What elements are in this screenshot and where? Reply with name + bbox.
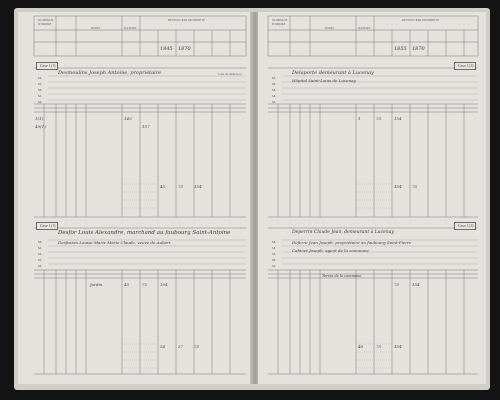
row-prefix: M.	[272, 240, 276, 244]
row-prefix: M.	[38, 82, 42, 86]
right-page	[258, 12, 486, 384]
header-nature: NATURE	[124, 26, 137, 30]
header-year-1: 1845	[160, 46, 173, 52]
year-code: 1(1)	[35, 116, 44, 121]
row-prefix: M.	[38, 258, 42, 262]
total-value: 75	[412, 184, 418, 189]
row-prefix: M.	[272, 82, 276, 86]
header-numeros: NUMÉROS	[272, 18, 288, 22]
entry-value: 154	[412, 282, 420, 287]
row-prefix: M.	[272, 76, 276, 80]
total-value: 75	[194, 344, 200, 349]
total-value: 45	[160, 184, 166, 189]
header-year-2: 1870	[412, 46, 425, 52]
row-prefix: M.	[272, 246, 276, 250]
entry-value: 154	[394, 116, 402, 121]
row-prefix: M.	[38, 246, 42, 250]
owner-name-bottom: Deperrin Claude Jean, demeurant à Lucenay	[292, 230, 394, 235]
folio-box-top: Case1(1)	[36, 62, 58, 70]
entry-value: 154	[160, 282, 168, 287]
entry-value: Jardin	[90, 282, 103, 287]
row-prefix: M.	[38, 240, 42, 244]
total-value: 57	[178, 344, 184, 349]
owner-name-top: Delaporte demeurant à Lucenay	[292, 70, 374, 76]
total-value: 75	[178, 184, 184, 189]
year-code: 49(1)	[35, 124, 46, 129]
row-prefix: M.	[272, 264, 276, 268]
owner-name-top-2: Hôpital Saint-Louis de Lucenay	[292, 78, 356, 83]
total-value: 54	[160, 344, 166, 349]
row-prefix: M.	[38, 88, 42, 92]
header-noms: NOMS	[91, 26, 101, 30]
header-noms: NOMS	[325, 26, 335, 30]
row-prefix: M.	[272, 100, 276, 104]
entry-value: 157	[142, 124, 150, 129]
header-nature: NATURE	[358, 26, 371, 30]
entry-value: 1	[358, 116, 361, 121]
entry-value: 149	[124, 116, 132, 121]
folio-box-bottom: Case1(1)	[454, 222, 476, 230]
header-year-2: 1870	[178, 46, 191, 52]
owner-name-bottom: Desfor Louis Alexandre, marchand au faubourg Saint-Antoine	[58, 230, 231, 236]
row-prefix: M.	[272, 252, 276, 256]
row-prefix: M.	[38, 100, 42, 104]
entry-value: Terres de la commune	[322, 274, 362, 278]
row-prefix: M.	[272, 94, 276, 98]
total-value: 75	[376, 344, 382, 349]
ledger-book	[14, 8, 490, 390]
folio-box-bottom: Case1(1)	[36, 222, 58, 230]
header-revenu: REVENU PAR PROPRIÉTÉ	[402, 18, 440, 22]
row-prefix: M.	[272, 88, 276, 92]
row-prefix: M.	[38, 264, 42, 268]
owner-name-bottom-2: Desfosses Louise Marie Marie Claude, veuve de Aubert	[58, 240, 171, 245]
entry-value: 75	[142, 282, 148, 287]
total-value: 48	[358, 344, 364, 349]
folio-box-top: Case1(1)	[454, 62, 476, 70]
owner-name-top: Desmoulins Joseph Antoine, propriétaire	[58, 70, 162, 76]
row-prefix: M.	[38, 94, 42, 98]
header-ordre: D'ORDRE	[272, 22, 286, 26]
row-prefix: M.	[38, 252, 42, 256]
entry-value: 45	[124, 282, 130, 287]
header-ordre: D'ORDRE	[38, 22, 52, 26]
right-page-ruling	[258, 12, 486, 384]
row-prefix: M.	[272, 258, 276, 262]
header-deduction-note: Case de déduction	[218, 72, 242, 76]
left-page	[18, 12, 252, 384]
entry-value: 75	[376, 116, 382, 121]
owner-name-bottom-2: Deferre Jean Joseph, propriétaire au faubourg Saint-Pierre	[292, 240, 412, 245]
header-revenu: REVENU PAR PROPRIÉTÉ	[168, 18, 206, 22]
owner-name-bottom-3: Cabinet Joseph, agent de la commune	[292, 248, 369, 253]
header-year-1: 1855	[394, 46, 407, 52]
row-prefix: M.	[38, 76, 42, 80]
total-value: 154	[394, 344, 402, 349]
total-value: 154	[394, 184, 402, 189]
total-value: 154	[194, 184, 202, 189]
header-numeros: NUMÉROS	[38, 18, 54, 22]
entry-value: 75	[394, 282, 400, 287]
